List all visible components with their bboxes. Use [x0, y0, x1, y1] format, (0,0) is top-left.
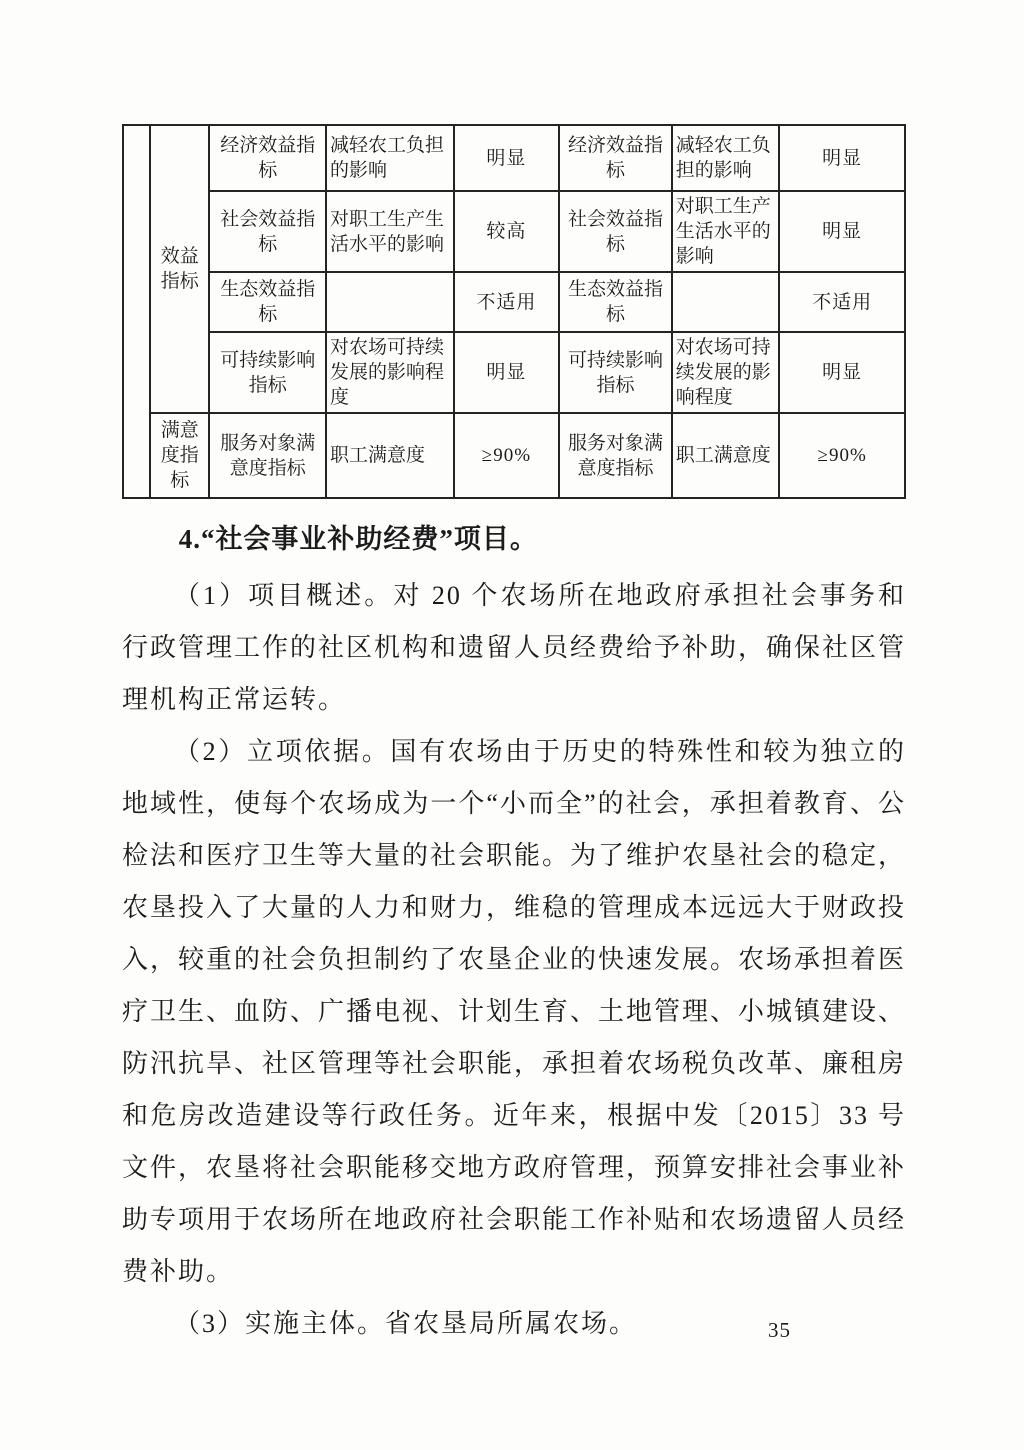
indicator-desc-cell: 对农场可持续发展的影响程度	[672, 332, 780, 413]
indicator-name-cell: 可持续影响指标	[559, 332, 672, 413]
indicator-name-cell: 生态效益指标	[559, 272, 672, 332]
indicator-desc-cell: 减轻农工负担的影响	[672, 125, 780, 191]
indicator-value-cell: 明显	[779, 125, 905, 191]
section-heading: 4.“社会事业补助经费”项目。	[178, 524, 538, 554]
indicator-value-cell: 明显	[454, 332, 560, 413]
paragraph-project-overview: （1）项目概述。对 20 个农场所在地政府承担社会事务和行政管理工作的社区机构和遗留人员经费给予补助，确保社区管理机构正常运转。	[122, 581, 907, 714]
table-row	[123, 272, 905, 332]
indicator-value-cell: 不适用	[779, 272, 905, 332]
indicator-value-cell: 明显	[454, 125, 560, 191]
table-row	[123, 125, 905, 191]
table-row	[123, 413, 905, 498]
paragraph-implementing-body: （3）实施主体。省农垦局所属农场。	[174, 1309, 638, 1338]
indicator-value-cell: ≥90%	[454, 413, 560, 498]
indicator-value-cell: ≥90%	[779, 413, 905, 498]
indicator-name-cell: 服务对象满意度指标	[209, 413, 326, 498]
indicator-desc-cell: 对职工生产生活水平的影响	[326, 191, 454, 272]
indicator-value-cell: 明显	[779, 332, 905, 413]
spacer-cell	[123, 125, 150, 498]
indicator-name-cell: 经济效益指标	[209, 125, 326, 191]
evaluation-indicator-table	[122, 124, 906, 499]
indicator-desc-cell: 对农场可持续发展的影响程度	[326, 332, 454, 413]
indicator-name-cell: 可持续影响指标	[209, 332, 326, 413]
table-row	[123, 191, 905, 272]
indicator-name-cell: 生态效益指标	[209, 272, 326, 332]
indicator-value-cell: 不适用	[454, 272, 560, 332]
row-group-satisfaction-cell: 满意度指标	[150, 413, 209, 498]
indicator-desc-cell: 对职工生产生活水平的影响	[672, 191, 780, 272]
indicator-name-cell: 社会效益指标	[559, 191, 672, 272]
indicator-desc-cell	[672, 272, 780, 332]
indicator-desc-cell	[326, 272, 454, 332]
indicator-name-cell: 服务对象满意度指标	[559, 413, 672, 498]
document-page-content	[122, 124, 906, 1350]
indicator-value-cell: 较高	[454, 191, 560, 272]
indicator-desc-cell: 职工满意度	[326, 413, 454, 498]
row-group-benefit-cell: 效益指标	[150, 125, 209, 413]
indicator-desc-cell: 职工满意度	[672, 413, 780, 498]
page-number: 35	[768, 1318, 791, 1342]
indicator-name-cell: 社会效益指标	[209, 191, 326, 272]
indicator-name-cell: 经济效益指标	[559, 125, 672, 191]
indicator-desc-cell: 减轻农工负担的影响	[326, 125, 454, 191]
table-row	[123, 332, 905, 413]
indicator-value-cell: 明显	[779, 191, 905, 272]
paragraph-project-basis: （2）立项依据。国有农场由于历史的特殊性和较为独立的地域性，使每个农场成为一个“小而全”的社会，承担着教育、公检法和医疗卫生等大量的社会职能。为了维护农垦社会的稳定，农垦投入了大量的人力和财力，维稳的管理成本远远大于财政投入，较重的社会负担制约了农垦企业的快速发展。农场承担着医疗卫生、血防、广播电视、计划生育、土地管理、小城镇建设、防汛抗旱、社区管理等社会职能，承担着农场税负改革、廉租房和危房改造建设等行政任务。近年来，根据中发〔2015〕33 号文件，农垦将社会职能移交地方政府管理，预算安排社会事业补助专项用于农场所在地政府社会职能工作补贴和农场遗留人员经费补助。	[122, 737, 907, 1286]
